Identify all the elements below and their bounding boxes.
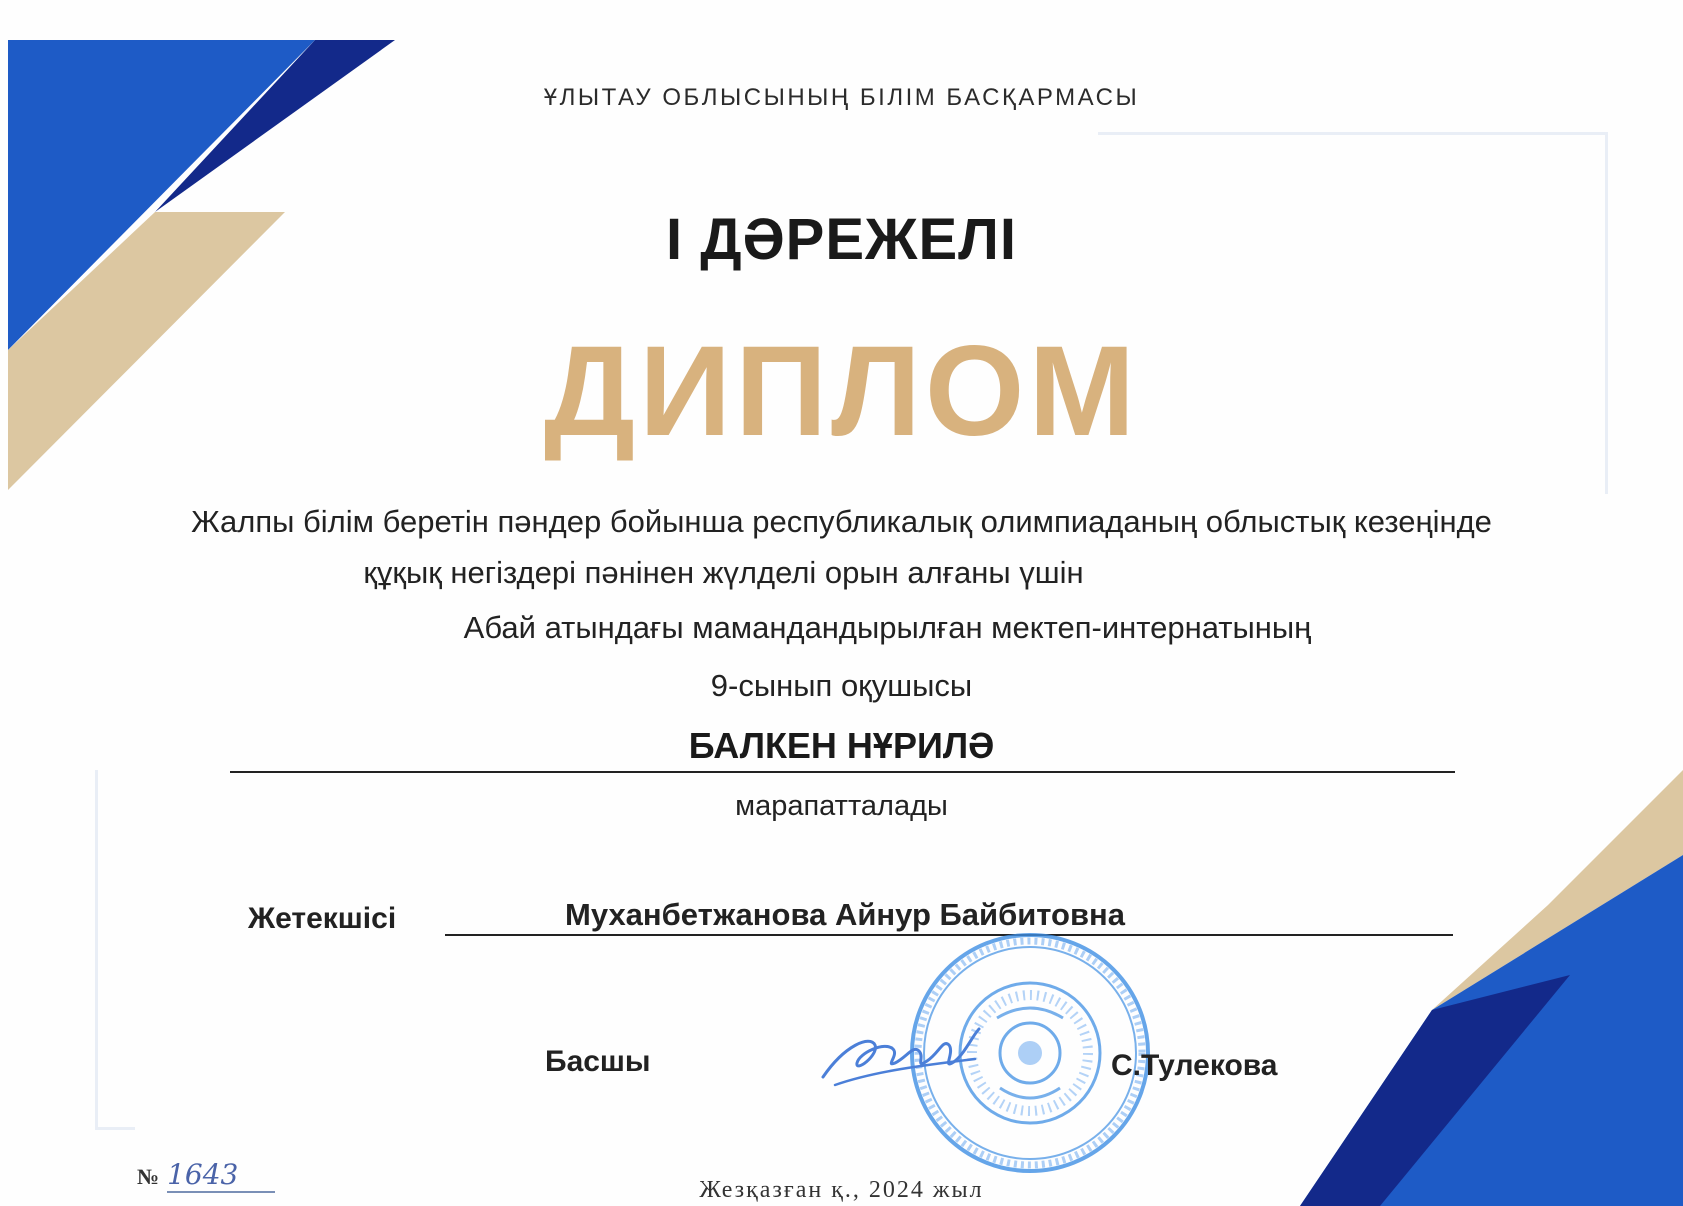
award-reason-line-2: құқық негіздері пәнінен жүлделі орын алғаны үшін: [363, 555, 1084, 590]
student-name: БАЛКЕН НҰРИЛӘ: [688, 725, 995, 766]
number-label: №: [137, 1164, 160, 1189]
student-name-underline: [230, 771, 1455, 773]
issuer-name: ҰЛЫТАУ ОБЛЫСЫНЫҢ БІЛІМ БАСҚАРМАСЫ: [543, 84, 1140, 111]
degree-level: І ДӘРЕЖЕЛІ: [666, 207, 1017, 272]
leader-label: Жетекшісі: [248, 902, 397, 935]
school-name: Абай атындағы мамандандырылған мектеп-интернатының: [463, 610, 1312, 645]
decorative-frame-left: [95, 770, 135, 1130]
awarded-text: марапатталады: [735, 790, 948, 822]
city-and-year: Жезқазған қ., 2024 жыл: [699, 1177, 984, 1203]
number-value: 1643: [167, 1158, 275, 1193]
head-name: С.Тулекова: [1111, 1049, 1278, 1082]
student-grade: 9-сынып оқушысы: [710, 668, 973, 703]
award-reason-line-1: Жалпы білім беретін пәндер бойынша республикалық олимпиаданың облыстық кезеңінде: [191, 504, 1492, 539]
diploma-title: ДИПЛОМ: [543, 320, 1140, 463]
leader-name: Муханбетжанова Айнур Байбитовна: [565, 897, 1126, 932]
head-label: Басшы: [545, 1045, 651, 1078]
handwritten-signature-icon: [815, 1015, 985, 1095]
